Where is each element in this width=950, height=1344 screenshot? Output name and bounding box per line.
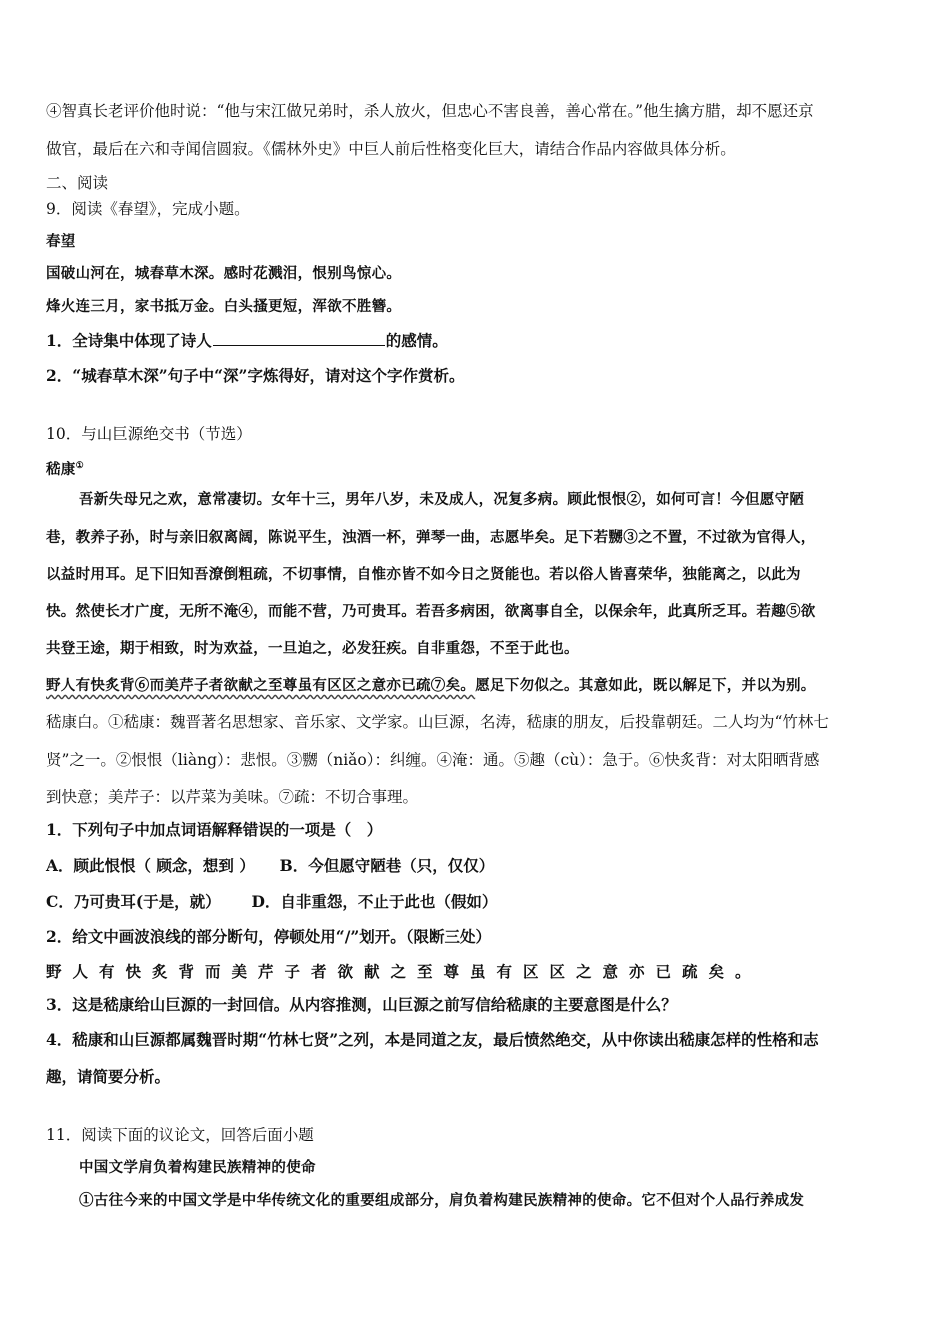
q10-para-line-6 [46,676,816,696]
q10-para-line-4: 快。然使长才广度，无所不淹④，而能不营，乃可贵耳。若吾多病困，欲离事自全，以保余年，此真所乏耳。若趣⑤欲 [46,603,816,620]
q10-note-line-3: 到快意；美芹子：以芹菜为美味。⑦疏：不切合事理。 [46,788,419,806]
q9-sub1 [46,331,448,351]
intro-line-2: 做官，最后在六和寺闻信圆寂。《儒林外史》中巨人前后性格变化巨大，请结合作品内容做具体分析。 [46,140,736,158]
q10-sub1: 1．下列句子中加点词语解释错误的一项是（ ） [46,820,383,839]
author-note-mark: ① [75,461,84,471]
q10-sub4-line-1: 4．嵇康和山巨源都属魏晋时期“竹林七贤”之列，本是同道之友，最后愤然绝交，从中你读出嵇康怎样的性格和志 [46,1030,819,1049]
q10-para-line-3: 以益时用耳。足下旧知吾潦倒粗疏，不切事情，自惟亦皆不如今日之贤能也。若以俗人皆喜荣华，独能离之，以此为 [46,566,801,583]
q10-options-ab [46,856,494,876]
q10-para-line-1: 吾新失母兄之欢，意常凄切。女年十三，男年八岁，未及成人，况复多病。顾此恨恨②，如何可言！今但愿守陋 [79,491,805,508]
option-b[interactable]: B．今但愿守陋巷（只，仅仅） [279,856,495,875]
author-name: 嵇康 [46,460,76,478]
q10-heading: 10．与山巨源绝交书（节选） [46,425,252,443]
q10-sub3: 3．这是嵇康给山巨源的一封回信。从内容推测，山巨源之前写信给嵇康的主要意图是什么？ [46,995,677,1014]
q10-para-line-2: 巷，教养子孙，时与亲旧叙离阔，陈说平生，浊酒一杯，弹琴一曲，志愿毕矣。足下若嬲③之不置，不过欲为官得人， [46,529,816,546]
q10-para-line-5: 共登王途，期于相致，时为欢益，一旦迫之，必发狂疾。自非重怨，不至于此也。 [46,640,579,657]
q10-sub2-text: 野人有快炙背而美芹子者欲献之至尊虽有区区之意亦已疏矣。 [46,962,762,981]
q10-note-line-2: 贤”之一。②恨恨（liàng）：悲恨。③嬲（niǎo）：纠缠。④淹：通。⑤趣（cù）：急于。⑥快炙背：对太阳晒背感 [46,751,820,769]
q9-sub1-prefix: 1．全诗集中体现了诗人 [46,331,212,350]
q9-sub1-suffix: 的感情。 [385,331,448,350]
q10-para-line-6-rest: 愿足下勿似之。其意如此，既以解足下，并以为别。 [475,677,816,694]
q10-sub2: 2．给文中画波浪线的部分断句，停顿处用“/”划开。（限断三处） [46,927,492,946]
option-c[interactable]: C．乃可贵耳(于是，就） [46,892,221,911]
q10-author [46,456,84,480]
answer-blank[interactable] [213,331,385,346]
option-d[interactable]: D．自非重怨，不止于此也（假如） [251,892,498,911]
q9-heading: 9．阅读《春望》，完成小题。 [46,200,250,218]
intro-line-1: ④智真长老评价他时说：“他与宋江做兄弟时，杀人放火，但忠心不害良善，善心常在。”他生擒方腊，却不愿还京 [46,102,814,120]
option-a[interactable]: A．顾此恨恨（ 顾念，想到 ） [46,856,255,875]
wavy-underlined-text: 野人有快炙背⑥而美芹子者欲献之至尊虽有区区之意亦已疏⑦矣。 [46,677,476,694]
q10-options-cd [46,892,497,912]
poem-line-1: 国破山河在，城春草木深。感时花溅泪，恨别鸟惊心。 [46,265,402,282]
poem-title: 春望 [46,233,76,250]
q9-sub2: 2．“城春草木深”句子中“深”字炼得好，请对这个字作赏析。 [46,366,465,385]
q10-note-line-1: 嵇康白。①嵇康：魏晋著名思想家、音乐家、文学家。山巨源，名涛，嵇康的朋友，后投靠朝廷。二人均为“竹林七 [46,713,829,731]
q11-title: 中国文学肩负着构建民族精神的使命 [79,1159,316,1176]
section-heading: 二、阅读 [46,174,109,192]
q10-sub4-line-2: 趣，请简要分析。 [46,1067,171,1086]
poem-line-2: 烽火连三月，家书抵万金。白头搔更短，浑欲不胜簪。 [46,298,402,315]
q11-heading: 11．阅读下面的议论文，回答后面小题 [46,1126,314,1144]
q11-para-1: ①古往今来的中国文学是中华传统文化的重要组成部分，肩负着构建民族精神的使命。它不但对个人品行养成发 [79,1192,805,1209]
